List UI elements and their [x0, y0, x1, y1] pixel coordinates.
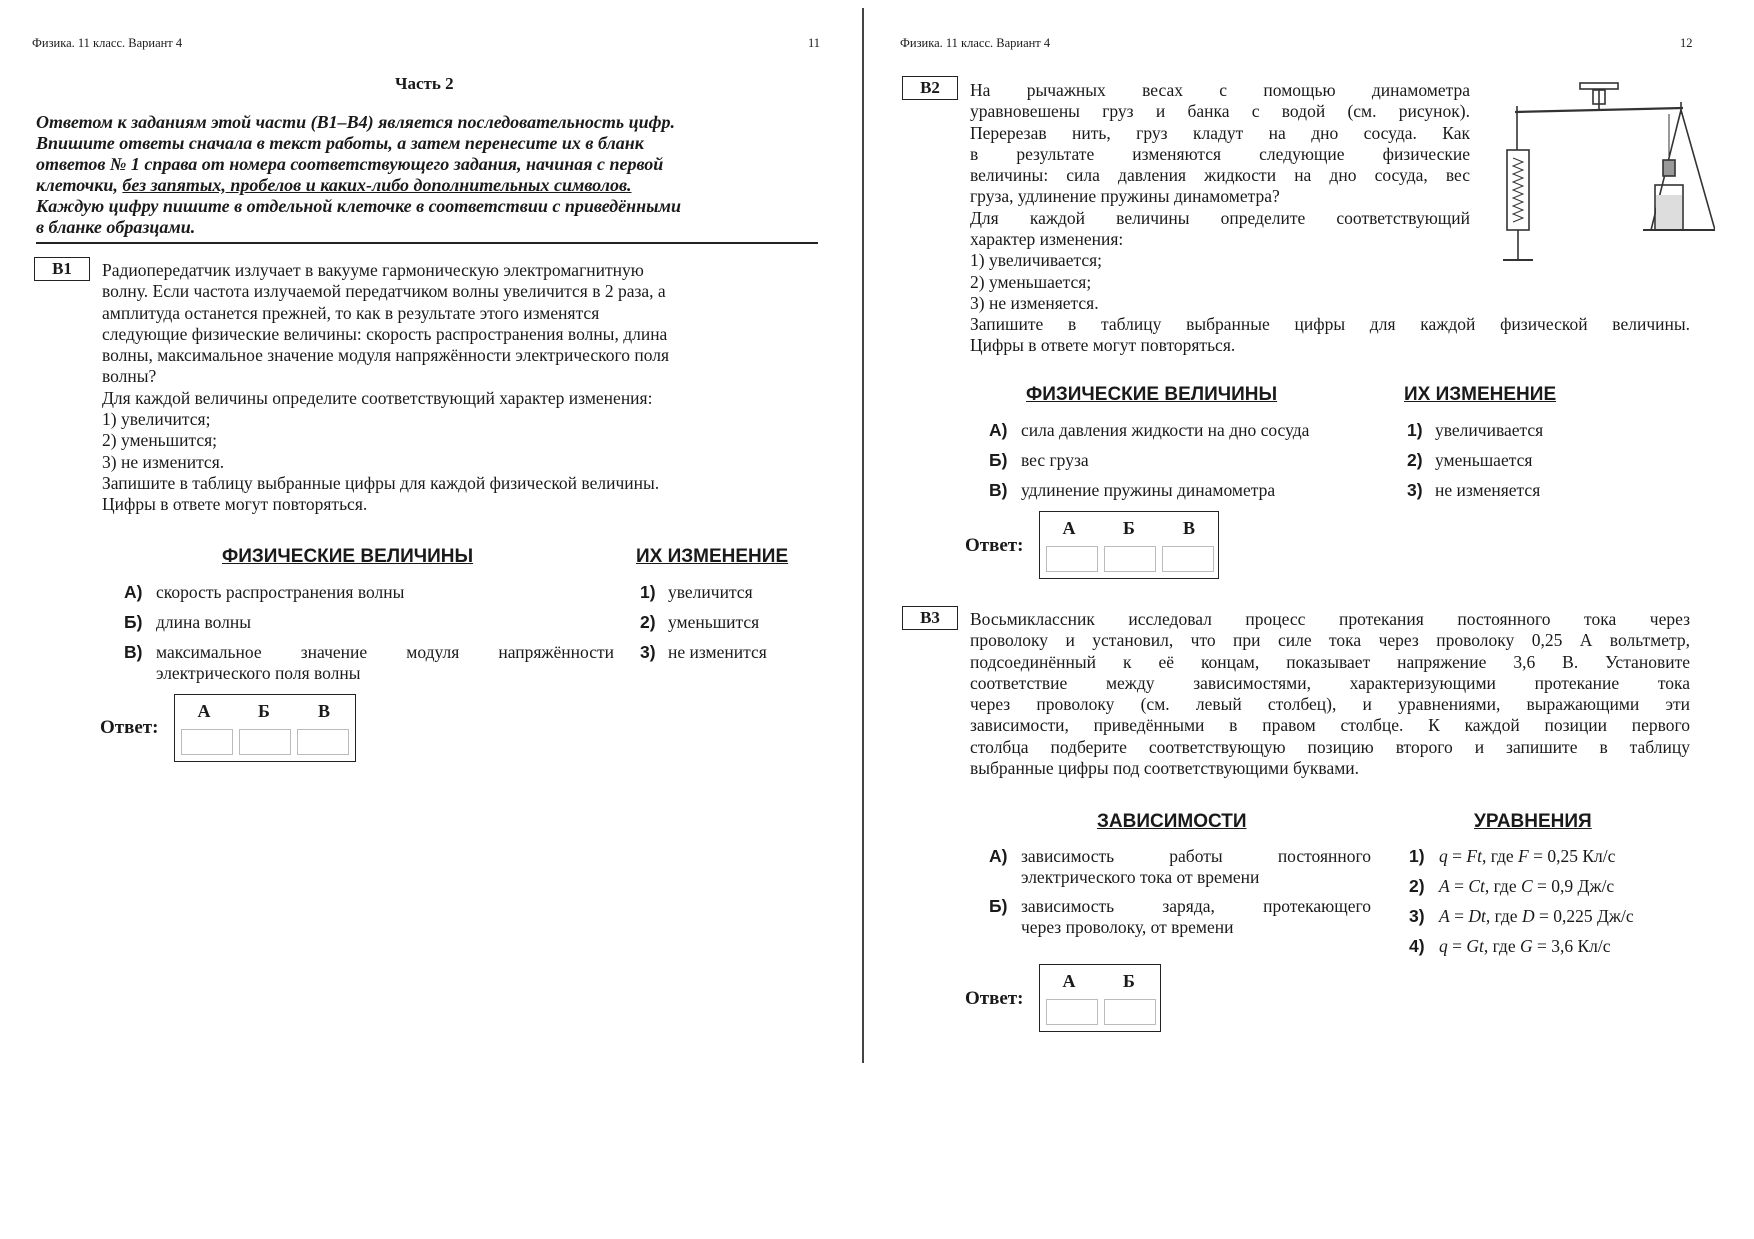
text-line: зависимости, приведёнными в правом столбце. К каждой позиции первого [970, 715, 1690, 736]
eq-sign: = [1447, 846, 1467, 866]
item-label: В) [989, 480, 1008, 500]
answer-label: Ответ: [965, 535, 1024, 556]
eq-var: C [1520, 876, 1533, 896]
left-page [0, 0, 870, 1239]
item-text: сила давления жидкости на дно сосуда [1021, 420, 1310, 440]
intro-line [36, 175, 818, 196]
item-label: 1) [1409, 846, 1425, 866]
text-line: величины: сила давления жидкости на дно сосуда, вес [970, 165, 1470, 186]
answer-column-v: В [317, 701, 330, 721]
text-line: 1) увеличится; [102, 409, 211, 430]
text-line: столбца подберите соответствующую позицию второго и запишите в таблицу [970, 736, 1690, 757]
item-text: вес груза [1021, 450, 1089, 470]
eq-sign: = [1449, 876, 1469, 896]
column-header-equations: УРАВНЕНИЯ [1474, 811, 1592, 832]
item-text: длина волны [156, 612, 252, 632]
item-text: уменьшается [1435, 450, 1533, 470]
eq-var: F [1518, 846, 1529, 866]
task-b3-text [970, 609, 1690, 779]
answer-column-b: Б [1123, 971, 1135, 991]
page-number: 11 [808, 36, 821, 50]
weight [1663, 160, 1675, 176]
answer-column-a: А [1062, 971, 1076, 991]
text-line: 2) уменьшится; [102, 430, 218, 451]
task-b1-text [102, 260, 818, 516]
eq-lhs: q [1439, 936, 1448, 956]
eq-lhs: A [1439, 876, 1450, 896]
item-label: 3) [1407, 480, 1423, 500]
page-number: 12 [1680, 36, 1693, 50]
item-label: А) [989, 846, 1008, 866]
equation-text [1439, 906, 1634, 927]
item-text: зависимость работы постоянного [1021, 846, 1371, 866]
item-label: Б) [989, 450, 1008, 470]
answer-column-b: Б [258, 701, 270, 721]
item-text: электрического тока от времени [1021, 867, 1260, 887]
text-line: волны? [102, 366, 157, 387]
answer-input-a[interactable] [1046, 546, 1098, 572]
item-label: 4) [1409, 936, 1425, 956]
answer-input-b[interactable] [1104, 999, 1156, 1025]
column-header-quantities: ФИЗИЧЕСКИЕ ВЕЛИЧИНЫ [222, 546, 474, 567]
item-text: удлинение пружины динамометра [1021, 480, 1276, 500]
text-line: На рычажных весах с помощью динамометра [970, 80, 1470, 100]
task-tag-b2: B2 [902, 76, 958, 100]
answer-input-a[interactable] [1046, 999, 1098, 1025]
text-line: в результате изменяются следующие физические [970, 143, 1470, 164]
equation-text [1439, 846, 1615, 867]
text-line: волну. Если частота излучаемой передатчиком волны увеличится в 2 раза, а [102, 281, 666, 302]
part-title: Часть 2 [395, 74, 454, 93]
intro-line: Впишите ответы сначала в текст работы, а затем перенесите их в бланк [36, 133, 644, 153]
task-tag-b3: B3 [902, 606, 958, 630]
eq-lhs: q [1439, 846, 1448, 866]
eq-value: = 0,9 Дж/с [1532, 876, 1615, 896]
answer-input-v[interactable] [1162, 546, 1214, 572]
page-header: Физика. 11 класс. Вариант 4 [900, 36, 1051, 50]
eq-rhs: Ct [1468, 876, 1485, 896]
dynamometer-body [1507, 150, 1529, 230]
dynamometer-spring [1513, 158, 1523, 222]
item-label: 3) [1409, 906, 1425, 926]
text-line: амплитуда останется прежней, то как в результате этого изменятся [102, 302, 600, 323]
eq-value: = 0,25 Кл/с [1528, 846, 1616, 866]
item-label: В) [124, 642, 143, 662]
eq-var: G [1519, 936, 1533, 956]
text-line: выбранные цифры под соответствующими буквами. [970, 758, 1360, 779]
answer-label: Ответ: [965, 988, 1024, 1009]
text-line: 2) уменьшается; [970, 271, 1092, 292]
eq-value: = 0,225 Дж/с [1534, 906, 1634, 926]
item-text: увеличивается [1435, 420, 1544, 440]
column-header-changes: ИХ ИЗМЕНЕНИЕ [1404, 384, 1557, 405]
answer-table [1039, 964, 1161, 1032]
column-header-changes: ИХ ИЗМЕНЕНИЕ [636, 546, 789, 567]
intro-text: клеточки, [36, 175, 123, 195]
intro-underlined: без запятых, пробелов и каких-либо дополнительных символов. [122, 175, 632, 195]
item-label: Б) [989, 896, 1008, 916]
answer-table [1039, 511, 1219, 579]
text-line: 3) не изменяется. [970, 292, 1099, 313]
equation-text [1439, 936, 1611, 957]
item-text: зависимость заряда, протекающего [1021, 896, 1371, 916]
item-label: 3) [640, 642, 656, 662]
eq-where: , где [1481, 846, 1519, 866]
item-label: Б) [124, 612, 143, 632]
answer-table [174, 694, 356, 762]
text-line: груза, удлинение пружины динамометра? [970, 186, 1280, 207]
text-line: Запишите в таблицу выбранные цифры для каждой физической величины. [970, 314, 1690, 334]
eq-rhs: Dt [1468, 906, 1486, 926]
text-line: следующие физические величины: скорость распространения волны, длина [102, 323, 668, 344]
text-line: Для каждой величины определите соответствующий [970, 207, 1470, 228]
eq-rhs: Gt [1466, 936, 1484, 956]
intro-line: Каждую цифру пишите в отдельной клеточке в соответствии с приведёнными [36, 196, 681, 216]
text-line: 3) не изменится. [102, 451, 225, 472]
ceiling-mount [1580, 83, 1618, 89]
answer-column-a: А [197, 701, 211, 721]
text-line: уравновешены груз и банка с водой (см. рисунок). [970, 101, 1470, 122]
water [1656, 195, 1682, 229]
pan-string [1681, 110, 1715, 230]
text-line: характер изменения: [970, 229, 1124, 250]
balance-scale-illustration [1485, 80, 1715, 280]
item-label: А) [989, 420, 1008, 440]
page-divider [862, 8, 864, 1063]
item-text: электрического поля волны [156, 663, 361, 683]
item-text: максимальное значение модуля напряжённости [156, 642, 614, 662]
item-label: 2) [1409, 876, 1425, 896]
column-header-quantities: ФИЗИЧЕСКИЕ ВЕЛИЧИНЫ [1026, 384, 1278, 405]
item-text: не изменяется [1435, 480, 1541, 500]
item-label: 2) [1407, 450, 1423, 470]
intro-line: в бланке образцами. [36, 217, 196, 237]
text-line: 1) увеличивается; [970, 250, 1103, 271]
dependency-item [989, 896, 1373, 940]
answer-column-b: Б [1123, 518, 1135, 538]
text-line: подсоединённый к её концам, показывает напряжение 3,6 В. Установите [970, 651, 1690, 672]
eq-lhs: A [1439, 906, 1450, 926]
eq-var: D [1521, 906, 1535, 926]
answer-input-b[interactable] [239, 729, 291, 755]
eq-where: , где [1483, 936, 1520, 956]
item-text: через проволоку, от времени [1021, 917, 1234, 937]
answer-input-b[interactable] [1104, 546, 1156, 572]
eq-value: = 3,6 Кл/с [1532, 936, 1611, 956]
text-line: Запишите в таблицу выбранные цифры для каждой физической величины. [102, 472, 660, 493]
task-tag-b1: B1 [34, 257, 90, 281]
item-text: увеличится [668, 582, 753, 602]
equation-text [1439, 876, 1614, 897]
text-line: проволоку и установил, что при силе тока через проволоку 0,25 А вольтметр, [970, 630, 1690, 651]
text-line: Восьмиклассник исследовал процесс протекания постоянного тока через [970, 609, 1690, 629]
text-line: Для каждой величины определите соответствующий характер изменения: [102, 387, 653, 408]
item-label: 2) [640, 612, 656, 632]
item-text: не изменится [668, 642, 767, 662]
intro-line: Ответом к заданиям этой части (В1–В4) является последовательность цифр. [36, 112, 675, 132]
item-text: скорость распространения волны [156, 582, 405, 602]
answer-input-v[interactable] [297, 729, 349, 755]
page-header: Физика. 11 класс. Вариант 4 [32, 36, 183, 50]
task-b2-text-continued [970, 314, 1690, 357]
eq-sign: = [1447, 936, 1467, 956]
text-line: Цифры в ответе могут повторяться. [102, 494, 368, 515]
answer-column-a: А [1062, 518, 1076, 538]
column-header-dependencies: ЗАВИСИМОСТИ [1097, 811, 1247, 832]
answer-input-a[interactable] [181, 729, 233, 755]
item-text: уменьшится [668, 612, 760, 632]
part-instructions [36, 112, 818, 238]
item-label: А) [124, 582, 143, 602]
eq-sign: = [1449, 906, 1469, 926]
dependency-item [989, 846, 1373, 890]
right-page [875, 0, 1754, 1239]
intro-line: ответов № 1 справа от номера соответствующего задания, начиная с первой [36, 154, 664, 174]
answer-label: Ответ: [100, 717, 159, 738]
item-label: 1) [1407, 420, 1423, 440]
text-line: соответствие между зависимостями, характеризующими протекание тока [970, 672, 1690, 693]
quantity-item [124, 642, 624, 686]
item-label: 1) [640, 582, 656, 602]
text-line: через проволоку (см. левый столбец), и уравнениями, выражающими эти [970, 694, 1690, 715]
answer-column-v: В [1182, 518, 1195, 538]
eq-where: , где [1485, 906, 1522, 926]
divider-rule [36, 242, 818, 244]
task-b2-text [970, 80, 1470, 314]
text-line: Перерезав нить, груз кладут на дно сосуда. Как [970, 122, 1470, 143]
eq-where: , где [1484, 876, 1521, 896]
text-line: волны, максимальное значение модуля напряжённости электрического поля [102, 345, 670, 366]
text-line: Цифры в ответе могут повторяться. [970, 335, 1236, 356]
eq-rhs: Ft [1466, 846, 1482, 866]
text-line: Радиопередатчик излучает в вакууме гармоническую электромагнитную [102, 260, 644, 280]
